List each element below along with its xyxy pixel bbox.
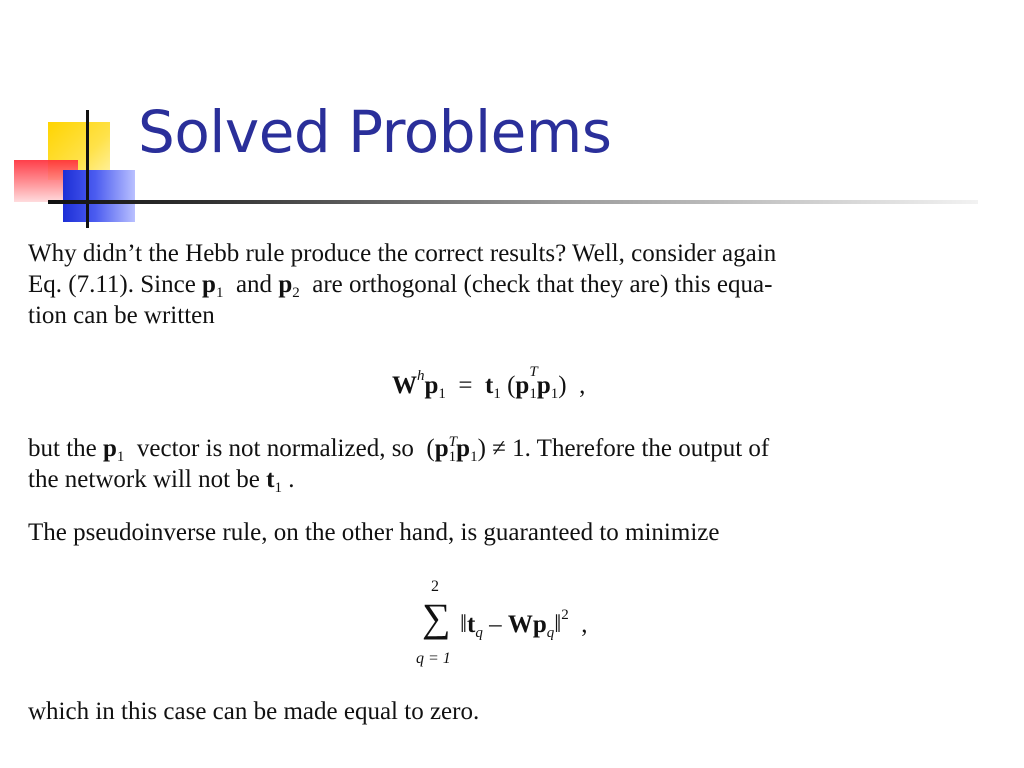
logo-vertical-line: [86, 110, 89, 228]
equation-hebb: $W^hp_1 = t_1$ (p $_{T 1}p_1$) ,: [392, 364, 586, 402]
sigma-symbol: ∑: [422, 595, 451, 640]
logo-blue-square: [63, 170, 135, 222]
sum-upper-limit: 2: [431, 578, 439, 595]
paragraph-2-line-1: but the $p_1$ vector is not normalized, so (p $_{T 1}p_1) \ne 1$. Therefore the output of: [28, 434, 770, 465]
paragraph-3: The pseudoinverse rule, on the other hand, is guaranteed to minimize: [28, 519, 720, 546]
paragraph-1-line-3: tion can be written: [28, 302, 215, 329]
slide-logo-graphic: [0, 0, 140, 240]
norm-expression: $‖t_q$ – $Wp_q‖^2$ ,: [460, 607, 588, 641]
sum-lower-limit: q = 1: [416, 650, 451, 667]
paragraph-4: which in this case can be made equal to zero.: [28, 698, 480, 725]
slide-title: Solved Problems: [138, 98, 612, 166]
paragraph-1-line-1: Why didn’t the Hebb rule produce the correct results? Well, consider again: [28, 240, 777, 267]
title-underline: [48, 200, 978, 204]
paragraph-2-line-2: the network will not be $t_1$ .: [28, 466, 295, 496]
paragraph-1-line-2: Eq. (7.11). Since $p_1$ and $p_2$ are orthogonal (check that they are) this equa-: [28, 271, 773, 301]
